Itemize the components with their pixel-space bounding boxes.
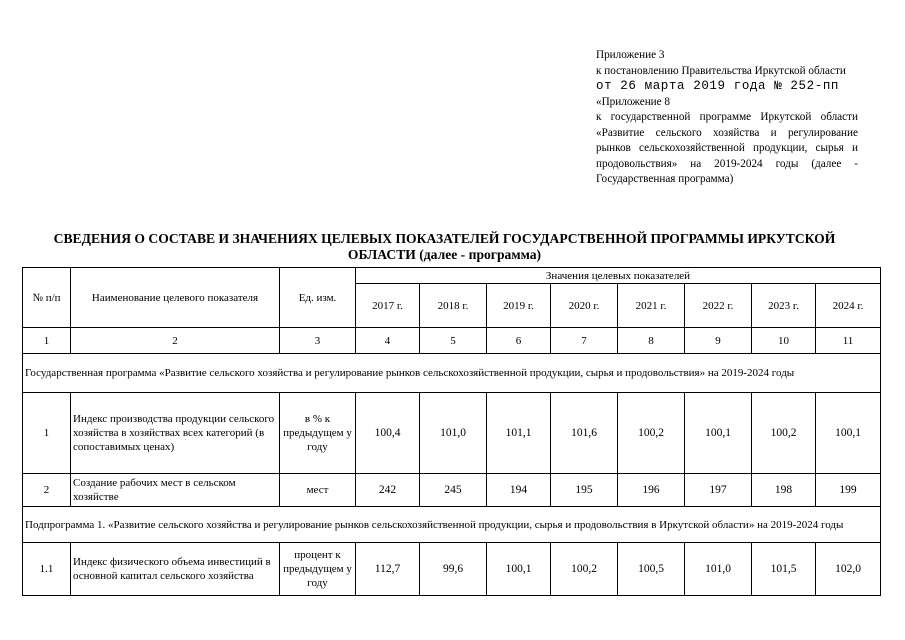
header-year: 2023 г. xyxy=(752,284,816,328)
indicator-value: 112,7 xyxy=(356,543,420,596)
appendix-decree: к постановлению Правительства Иркутской области xyxy=(596,64,846,77)
header-values-group: Значения целевых показателей xyxy=(356,268,881,284)
header-year: 2019 г. xyxy=(487,284,551,328)
indicator-unit: мест xyxy=(280,474,356,507)
header-year: 2020 г. xyxy=(551,284,618,328)
indicator-value: 100,2 xyxy=(752,393,816,474)
indicator-unit: в % к предыдущем у году xyxy=(280,393,356,474)
header-year: 2018 г. xyxy=(420,284,487,328)
row-num: 1 xyxy=(23,393,71,474)
indicator-name: Создание рабочих мест в сельском хозяйстве xyxy=(71,474,280,507)
appendix-program-ref: к государственной программе Иркутской области «Развитие сельского хозяйства и регулирование рынков сельскохозяйственной продукции, сырья и продовольствия» на 2019-2024 годы (далее - Государственная программа) xyxy=(596,111,858,185)
indicator-value: 245 xyxy=(420,474,487,507)
header-unit: Ед. изм. xyxy=(280,268,356,328)
column-number: 8 xyxy=(618,328,685,354)
appendix-header xyxy=(596,48,858,188)
indicator-value: 195 xyxy=(551,474,618,507)
appendix-date: от 26 марта 2019 года № 252-пп xyxy=(596,79,840,93)
indicator-value: 101,0 xyxy=(685,543,752,596)
column-number: 7 xyxy=(551,328,618,354)
header-year: 2022 г. xyxy=(685,284,752,328)
column-number: 3 xyxy=(280,328,356,354)
indicator-value: 100,1 xyxy=(685,393,752,474)
column-number: 10 xyxy=(752,328,816,354)
indicator-value: 101,1 xyxy=(487,393,551,474)
column-number: 4 xyxy=(356,328,420,354)
column-numbers-row xyxy=(23,328,881,354)
indicator-value: 101,6 xyxy=(551,393,618,474)
indicator-name: Индекс производства продукции сельского хозяйства в хозяйствах всех категорий (в сопоставимых ценах) xyxy=(71,393,280,474)
indicator-value: 199 xyxy=(816,474,881,507)
indicator-value: 100,2 xyxy=(618,393,685,474)
document-title: СВЕДЕНИЯ О СОСТАВЕ И ЗНАЧЕНИЯХ ЦЕЛЕВЫХ ПОКАЗАТЕЛЕЙ ГОСУДАРСТВЕННОЙ ПРОГРАММЫ ИРКУТСКОЙ ОБЛАСТИ (далее - программа) xyxy=(53,231,836,262)
indicator-value: 197 xyxy=(685,474,752,507)
indicator-value: 101,0 xyxy=(420,393,487,474)
column-number: 2 xyxy=(71,328,280,354)
row-num: 2 xyxy=(23,474,71,507)
column-number: 5 xyxy=(420,328,487,354)
indicator-value: 242 xyxy=(356,474,420,507)
indicator-value: 99,6 xyxy=(420,543,487,596)
table-row xyxy=(23,474,881,507)
indicator-value: 101,5 xyxy=(752,543,816,596)
indicator-value: 196 xyxy=(618,474,685,507)
appendix-number: Приложение 3 xyxy=(596,49,665,61)
indicator-value: 198 xyxy=(752,474,816,507)
column-number: 9 xyxy=(685,328,752,354)
section-title-program: Государственная программа «Развитие сельского хозяйства и регулирование рынков сельскохозяйственной продукции, сырья и продовольствия» на 2019-2024 годы xyxy=(23,354,881,393)
header-name: Наименование целевого показателя xyxy=(71,268,280,328)
header-row-top xyxy=(23,268,881,284)
table-row xyxy=(23,543,881,596)
indicator-value: 100,4 xyxy=(356,393,420,474)
indicator-value: 100,1 xyxy=(487,543,551,596)
indicator-value: 102,0 xyxy=(816,543,881,596)
header-num: № п/п xyxy=(23,268,71,328)
indicator-value: 194 xyxy=(487,474,551,507)
row-num: 1.1 xyxy=(23,543,71,596)
section-title-subprogram: Подпрограмма 1. «Развитие сельского хозяйства и регулирование рынков сельскохозяйственной продукции, сырья и продовольствия в Иркутской области» на 2019-2024 годы xyxy=(23,507,881,543)
indicator-value: 100,2 xyxy=(551,543,618,596)
indicator-value: 100,1 xyxy=(816,393,881,474)
appendix-8: «Приложение 8 xyxy=(596,95,671,108)
header-year: 2021 г. xyxy=(618,284,685,328)
section-row-program xyxy=(23,354,881,393)
table-row xyxy=(23,393,881,474)
header-year: 2024 г. xyxy=(816,284,881,328)
indicator-name: Индекс физического объема инвестиций в основной капитал сельского хозяйства xyxy=(71,543,280,596)
indicator-unit: процент к предыдущем у году xyxy=(280,543,356,596)
indicator-value: 100,5 xyxy=(618,543,685,596)
section-row-subprogram xyxy=(23,507,881,543)
indicators-table xyxy=(22,267,881,596)
column-number: 1 xyxy=(23,328,71,354)
column-number: 6 xyxy=(487,328,551,354)
header-year: 2017 г. xyxy=(356,284,420,328)
column-number: 11 xyxy=(816,328,881,354)
